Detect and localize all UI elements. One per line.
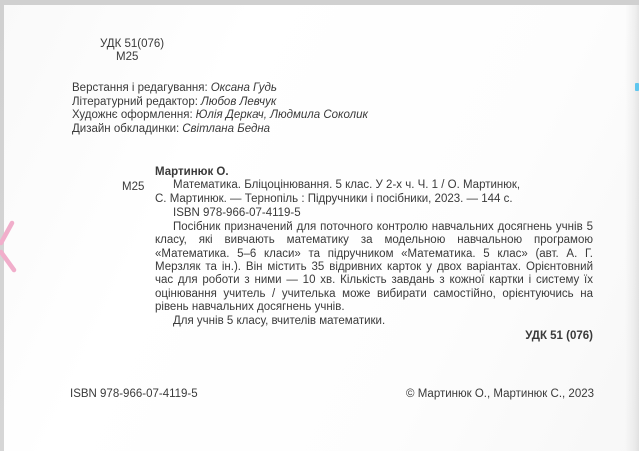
- credit-label: Літературний редактор:: [72, 95, 198, 108]
- pink-pen-mark-icon: [0, 218, 18, 274]
- catalog-index: М25: [122, 181, 145, 193]
- catalog-card-block: [122, 166, 593, 343]
- author-heading: Мартинюк О.: [155, 166, 229, 178]
- footer-isbn: ISBN 978-966-07-4119-5: [70, 388, 198, 400]
- udk-code: УДК 51(076): [100, 38, 165, 50]
- footer-copyright: © Мартинюк О., Мартинюк С., 2023: [406, 388, 594, 400]
- credit-label: Дизайн обкладинки:: [72, 122, 180, 135]
- udk-footer: УДК 51 (076): [525, 330, 593, 343]
- udk-block: [100, 38, 164, 65]
- credit-label: Верстання і редагування:: [72, 82, 208, 94]
- udk-index: М25: [116, 51, 139, 64]
- credit-name: Юлія Деркач, Людмила Соколик: [195, 109, 368, 122]
- credit-line-cover-design: [72, 123, 368, 137]
- annotation-paragraph: Посібник призначений для поточного контролю навчальних досягнень учнів 5 класу, які вивчають математику за модельною навчальною програмою «Математика. 5–6 класи» та підручником «Математика. 5 клас» (авт. А. Г. Мерзляк та ін.). Він містить 35 відривних карток у двох варіантах. Орієнтовний час для роботи з ними — 10 хв. Кількість завдань з кожної картки і систему їх оцінювання учитель / учителька може вибирати самостійно, орієнтуючись на рівень навчальних досягнень учнів.: [155, 220, 593, 314]
- credit-name: Світлана Бедна: [182, 122, 271, 135]
- credit-name: Любов Левчук: [200, 95, 277, 108]
- bibliographic-line: Математика. Бліцоцінювання. 5 клас. У 2-х ч. Ч. 1 / О. Мартинюк,: [173, 179, 521, 192]
- credits-block: [72, 82, 368, 136]
- credit-label: Художнє оформлення:: [72, 109, 193, 122]
- credit-line-literary-editor: [72, 96, 368, 110]
- credit-line-layout: [72, 82, 368, 96]
- bibliographic-line: С. Мартинюк. — Тернопіль : Підручники і посібники, 2023. — 144 с.: [155, 192, 513, 205]
- page-footer: [4, 388, 639, 402]
- audience-line: Для учнів 5 класу, вчителів математики.: [173, 314, 386, 327]
- credit-name: Оксана Гудь: [210, 82, 277, 94]
- isbn-line: ISBN 978-966-07-4119-5: [173, 206, 301, 219]
- book-page: [4, 5, 639, 451]
- credit-line-art-design: [72, 109, 368, 123]
- blue-edge-mark-icon: [635, 83, 639, 91]
